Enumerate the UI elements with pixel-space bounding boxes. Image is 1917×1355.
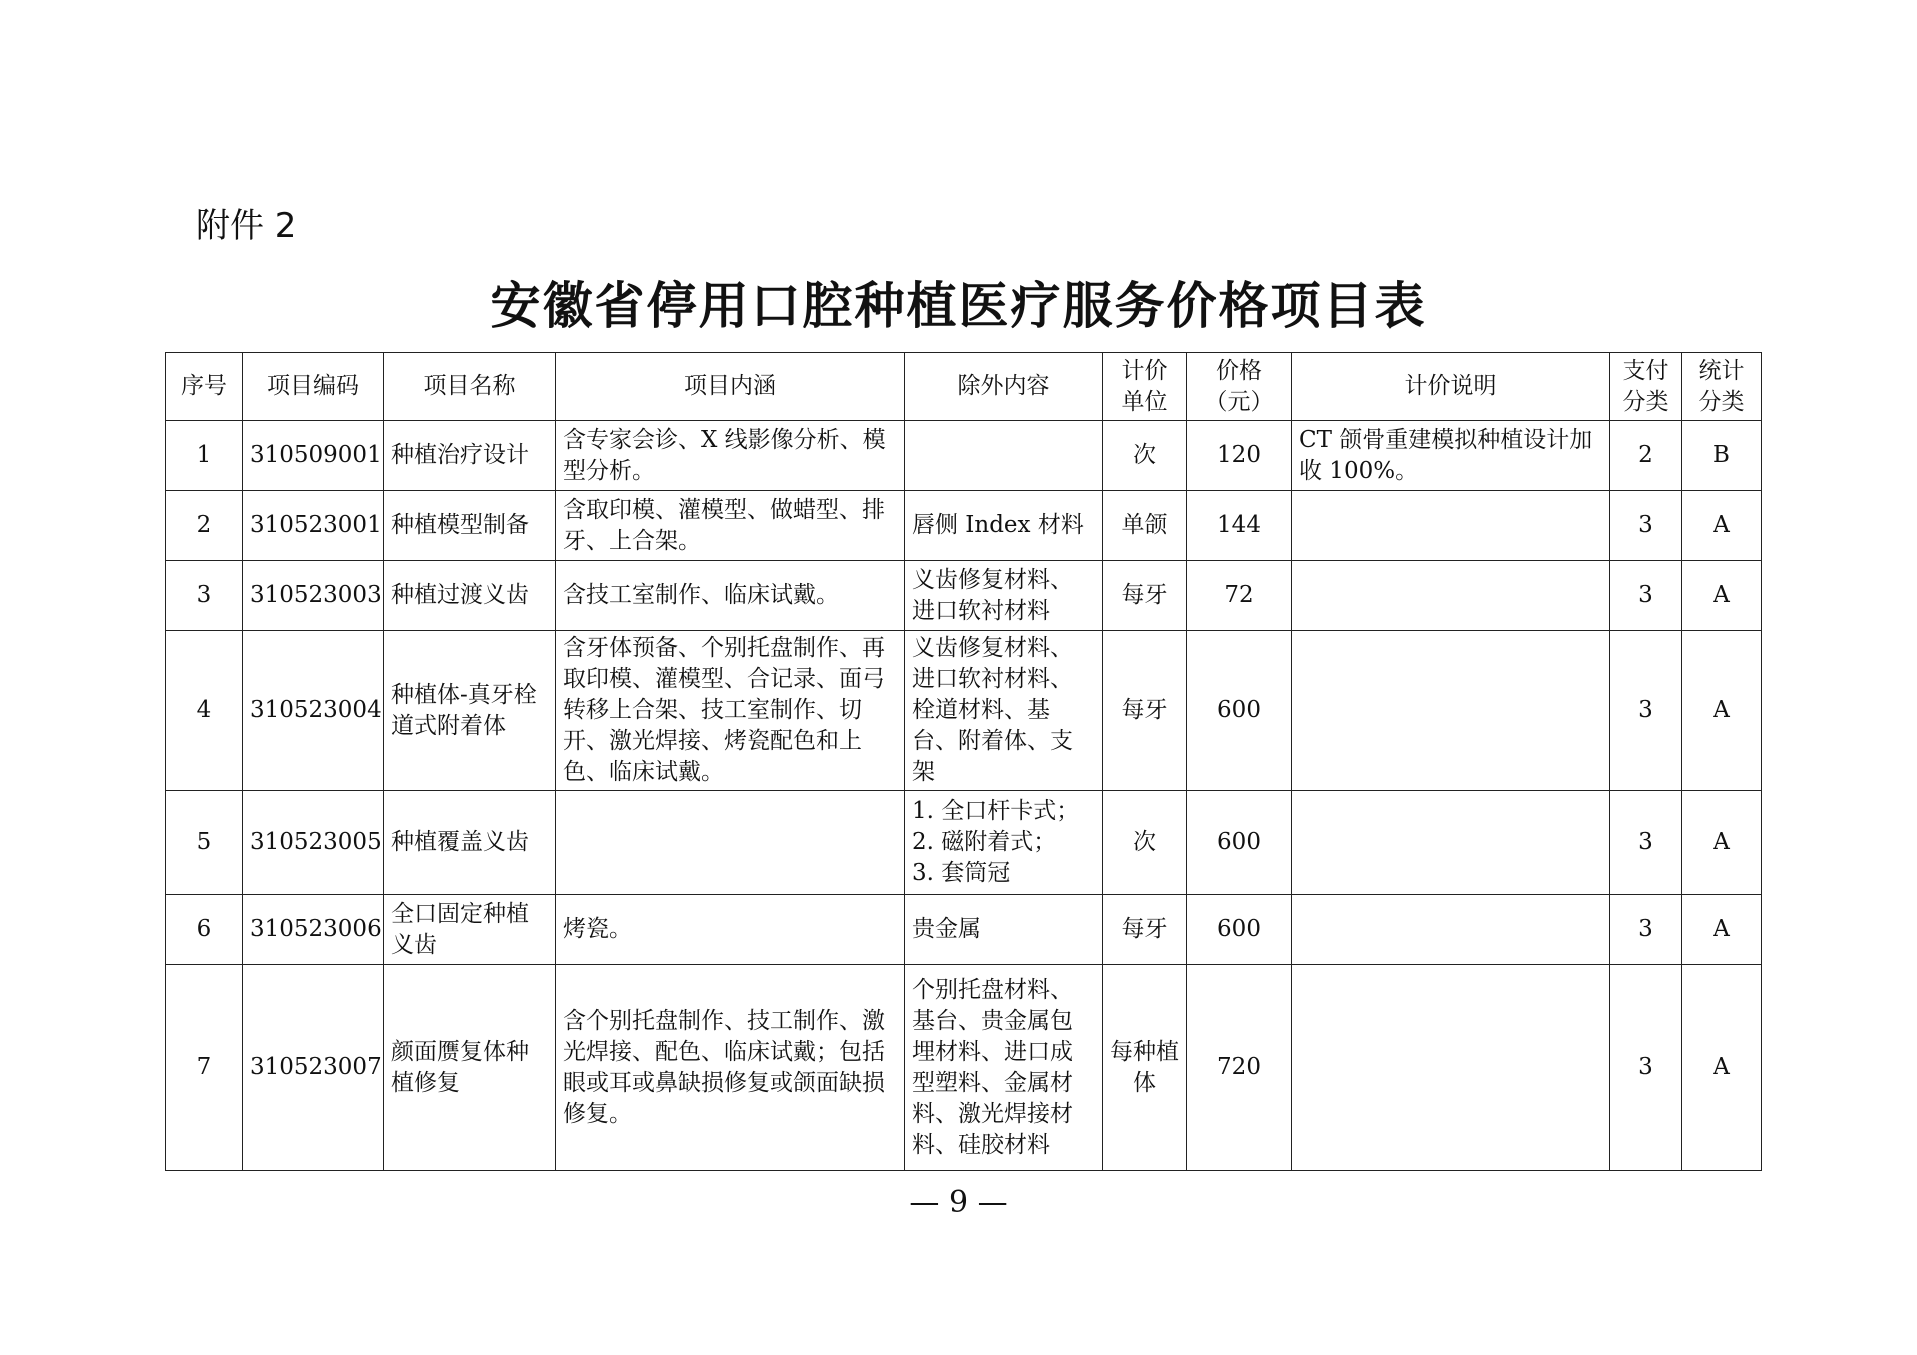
header-price bbox=[1187, 353, 1292, 421]
row-stat: A bbox=[1682, 631, 1762, 791]
row-excluded: 义齿修复材料、进口软衬材料 bbox=[905, 561, 1103, 631]
row-unit: 每种植体 bbox=[1103, 965, 1187, 1171]
table-row bbox=[166, 421, 1762, 491]
table-row bbox=[166, 791, 1762, 895]
row-price: 600 bbox=[1187, 895, 1292, 965]
row-notes: CT 颌骨重建模拟种植设计加收 100%。 bbox=[1292, 421, 1610, 491]
row-notes bbox=[1292, 561, 1610, 631]
header-pay-line2: 分类 bbox=[1622, 388, 1669, 415]
header-stat bbox=[1682, 353, 1762, 421]
row-name: 种植体-真牙栓道式附着体 bbox=[384, 631, 556, 791]
row-price: 720 bbox=[1187, 965, 1292, 1171]
row-seq: 5 bbox=[166, 791, 243, 895]
row-notes bbox=[1292, 895, 1610, 965]
row-pay: 3 bbox=[1610, 791, 1682, 895]
row-code: 310523004 bbox=[243, 631, 384, 791]
row-name: 种植治疗设计 bbox=[384, 421, 556, 491]
header-unit-line2: 单位 bbox=[1121, 388, 1168, 415]
header-code: 项目编码 bbox=[243, 353, 384, 421]
row-excluded bbox=[905, 791, 1103, 895]
header-unit bbox=[1103, 353, 1187, 421]
row-pay: 2 bbox=[1610, 421, 1682, 491]
row-seq: 4 bbox=[166, 631, 243, 791]
header-price-line2: （元） bbox=[1204, 388, 1274, 415]
row-pay: 3 bbox=[1610, 561, 1682, 631]
header-pay bbox=[1610, 353, 1682, 421]
header-excluded: 除外内容 bbox=[905, 353, 1103, 421]
row-unit: 每牙 bbox=[1103, 631, 1187, 791]
row-unit: 单颌 bbox=[1103, 491, 1187, 561]
excluded-line: 1. 全口杆卡式； bbox=[912, 798, 1080, 824]
row-name: 种植覆盖义齿 bbox=[384, 791, 556, 895]
row-stat: A bbox=[1682, 791, 1762, 895]
row-notes bbox=[1292, 791, 1610, 895]
page-number: — 9 — bbox=[909, 1185, 1008, 1220]
excluded-line: 3. 套筒冠 bbox=[912, 860, 1011, 886]
row-content: 含个别托盘制作、技工制作、激光焊接、配色、临床试戴；包括眼或耳或鼻缺损修复或颌面缺损修复。 bbox=[556, 965, 905, 1171]
row-seq: 1 bbox=[166, 421, 243, 491]
header-unit-line1: 计价 bbox=[1121, 357, 1168, 384]
row-excluded: 贵金属 bbox=[905, 895, 1103, 965]
row-stat: A bbox=[1682, 561, 1762, 631]
row-notes bbox=[1292, 965, 1610, 1171]
row-price: 144 bbox=[1187, 491, 1292, 561]
row-code: 310523005 bbox=[243, 791, 384, 895]
row-unit: 次 bbox=[1103, 421, 1187, 491]
attachment-label: 附件 2 bbox=[196, 206, 297, 246]
row-seq: 7 bbox=[166, 965, 243, 1171]
row-notes bbox=[1292, 491, 1610, 561]
header-price-line1: 价格 bbox=[1216, 357, 1262, 384]
row-name: 种植过渡义齿 bbox=[384, 561, 556, 631]
row-content: 烤瓷。 bbox=[556, 895, 905, 965]
row-content: 含牙体预备、个别托盘制作、再取印模、灌模型、合记录、面弓转移上合架、技工室制作、切开、激光焊接、烤瓷配色和上色、临床试戴。 bbox=[556, 631, 905, 791]
row-notes bbox=[1292, 631, 1610, 791]
row-unit: 每牙 bbox=[1103, 561, 1187, 631]
table-row bbox=[166, 491, 1762, 561]
row-price: 600 bbox=[1187, 631, 1292, 791]
table-row bbox=[166, 561, 1762, 631]
row-stat: A bbox=[1682, 895, 1762, 965]
row-excluded: 唇侧 Index 材料 bbox=[905, 491, 1103, 561]
header-stat-line1: 统计 bbox=[1698, 357, 1745, 384]
row-stat: B bbox=[1682, 421, 1762, 491]
row-code: 310509001 bbox=[243, 421, 384, 491]
row-price: 600 bbox=[1187, 791, 1292, 895]
header-stat-line2: 分类 bbox=[1698, 388, 1745, 415]
table-row bbox=[166, 965, 1762, 1171]
row-stat: A bbox=[1682, 965, 1762, 1171]
row-pay: 3 bbox=[1610, 895, 1682, 965]
row-excluded bbox=[905, 421, 1103, 491]
table-row bbox=[166, 631, 1762, 791]
header-pay-line1: 支付 bbox=[1622, 357, 1669, 384]
row-unit: 次 bbox=[1103, 791, 1187, 895]
table-row bbox=[166, 895, 1762, 965]
row-excluded: 义齿修复材料、进口软衬材料、栓道材料、基台、附着体、支架 bbox=[905, 631, 1103, 791]
row-content: 含专家会诊、X 线影像分析、模型分析。 bbox=[556, 421, 905, 491]
row-name: 全口固定种植义齿 bbox=[384, 895, 556, 965]
row-seq: 3 bbox=[166, 561, 243, 631]
header-name: 项目名称 bbox=[384, 353, 556, 421]
row-price: 72 bbox=[1187, 561, 1292, 631]
row-pay: 3 bbox=[1610, 491, 1682, 561]
row-name: 种植模型制备 bbox=[384, 491, 556, 561]
row-stat: A bbox=[1682, 491, 1762, 561]
page-title: 安徽省停用口腔种植医疗服务价格项目表 bbox=[490, 277, 1427, 335]
row-code: 310523007 bbox=[243, 965, 384, 1171]
row-code: 310523003 bbox=[243, 561, 384, 631]
table-header-row bbox=[166, 353, 1762, 421]
row-seq: 6 bbox=[166, 895, 243, 965]
row-unit: 每牙 bbox=[1103, 895, 1187, 965]
row-content: 含技工室制作、临床试戴。 bbox=[556, 561, 905, 631]
price-item-table bbox=[165, 352, 1762, 1171]
row-pay: 3 bbox=[1610, 965, 1682, 1171]
header-notes: 计价说明 bbox=[1292, 353, 1610, 421]
row-seq: 2 bbox=[166, 491, 243, 561]
row-excluded: 个别托盘材料、基台、贵金属包埋材料、进口成型塑料、金属材料、激光焊接材料、硅胶材料 bbox=[905, 965, 1103, 1171]
row-code: 310523001 bbox=[243, 491, 384, 561]
header-content: 项目内涵 bbox=[556, 353, 905, 421]
row-code: 310523006 bbox=[243, 895, 384, 965]
excluded-line: 2. 磁附着式； bbox=[912, 829, 1057, 855]
row-pay: 3 bbox=[1610, 631, 1682, 791]
header-seq: 序号 bbox=[166, 353, 243, 421]
row-price: 120 bbox=[1187, 421, 1292, 491]
row-content bbox=[556, 791, 905, 895]
row-name: 颜面赝复体种植修复 bbox=[384, 965, 556, 1171]
row-content: 含取印模、灌模型、做蜡型、排牙、上合架。 bbox=[556, 491, 905, 561]
